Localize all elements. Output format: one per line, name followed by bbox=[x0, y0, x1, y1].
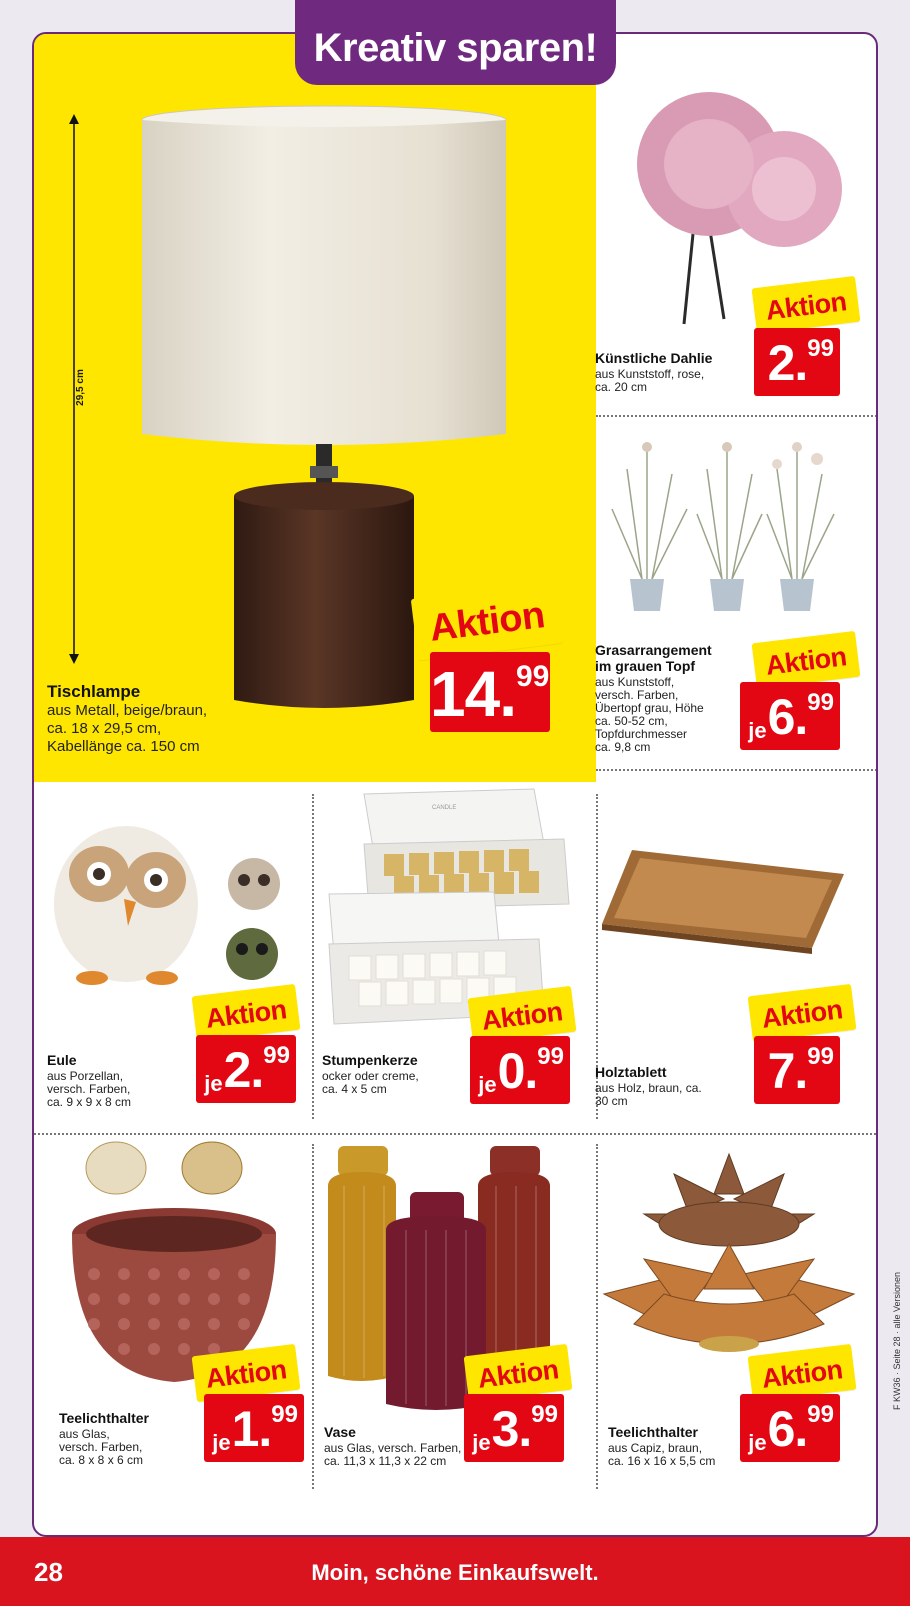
candle-box-label: CANDLE bbox=[432, 805, 457, 811]
divider bbox=[312, 1144, 314, 1489]
grass-arrangement-image bbox=[602, 429, 852, 619]
footer-slogan: Moin, schöne Einkaufswelt. bbox=[311, 1560, 599, 1585]
footer-bar bbox=[0, 1537, 910, 1606]
aktion-badge: Aktion bbox=[192, 984, 301, 1042]
price-tag: 2.99 bbox=[754, 328, 840, 396]
price-tag: je2.99 bbox=[196, 1035, 296, 1103]
aktion-badge: Aktion bbox=[748, 1344, 857, 1402]
product-description: ocker oder creme, ca. 4 x 5 cm bbox=[322, 1069, 419, 1096]
product-name: Teelichthalter bbox=[608, 1424, 698, 1440]
product-description: aus Kunststoff, versch. Farben, Übertopf grau, Höhe ca. 50-52 cm, Topfdurchmesser ca. 9,8 cm bbox=[595, 675, 704, 754]
page-title: Kreativ sparen! bbox=[295, 0, 616, 85]
divider bbox=[596, 1144, 598, 1489]
price-tag: je0.99 bbox=[470, 1036, 570, 1104]
product-name: Eule bbox=[47, 1052, 77, 1068]
version-note: F KW36 · Seite 28 · alle Versionen bbox=[892, 1271, 902, 1410]
product-name: Stumpenkerze bbox=[322, 1052, 418, 1068]
aktion-badge: Aktion bbox=[752, 276, 861, 334]
product-name: Vase bbox=[324, 1424, 356, 1440]
product-name: Grasarrangement im grauen Topf bbox=[595, 642, 712, 674]
divider bbox=[596, 415, 878, 417]
product-description: aus Porzellan, versch. Farben, ca. 9 x 9 x 8 cm bbox=[47, 1069, 132, 1109]
price-tag: je3.99 bbox=[464, 1394, 564, 1462]
aktion-badge: Aktion bbox=[468, 986, 577, 1044]
divider bbox=[312, 794, 314, 1119]
aktion-badge: Aktion bbox=[192, 1344, 301, 1402]
aktion-badge: Aktion bbox=[411, 581, 563, 660]
product-description: aus Capiz, braun, ca. 16 x 16 x 5,5 cm bbox=[608, 1441, 716, 1468]
aktion-badge: Aktion bbox=[748, 984, 857, 1042]
product-description: aus Metall, beige/braun, ca. 18 x 29,5 cm, Kabellänge ca. 150 cm bbox=[47, 702, 208, 755]
price-tag: 14.99 bbox=[430, 652, 550, 732]
dimension-label: 29,5 cm bbox=[74, 369, 86, 406]
product-description: aus Holz, braun, ca. 30 cm bbox=[595, 1081, 702, 1108]
wooden-tray-image bbox=[602, 844, 852, 954]
divider bbox=[596, 769, 878, 771]
product-name: Teelichthalter bbox=[59, 1410, 149, 1426]
product-description: aus Glas, versch. Farben, ca. 8 x 8 x 6 cm bbox=[59, 1427, 144, 1467]
product-description: aus Kunststoff, rose, ca. 20 cm bbox=[595, 367, 705, 394]
product-name: Künstliche Dahlie bbox=[595, 350, 713, 366]
price-tag: 7.99 bbox=[754, 1036, 840, 1104]
aktion-badge: Aktion bbox=[752, 631, 861, 689]
owl-figure-image bbox=[44, 804, 304, 1004]
page-number: 28 bbox=[34, 1557, 63, 1587]
price-tag: je6.99 bbox=[740, 1394, 840, 1462]
product-description: aus Glas, versch. Farben, ca. 11,3 x 11,3 x 22 cm bbox=[324, 1441, 462, 1468]
flyer-page bbox=[32, 32, 878, 1537]
aktion-badge: Aktion bbox=[464, 1344, 573, 1402]
price-tag: je6.99 bbox=[740, 682, 840, 750]
capiz-tealight-holder-image bbox=[604, 1144, 854, 1364]
product-name: Holztablett bbox=[595, 1064, 667, 1080]
price-tag: je1.99 bbox=[204, 1394, 304, 1462]
product-name: Tischlampe bbox=[47, 682, 141, 701]
